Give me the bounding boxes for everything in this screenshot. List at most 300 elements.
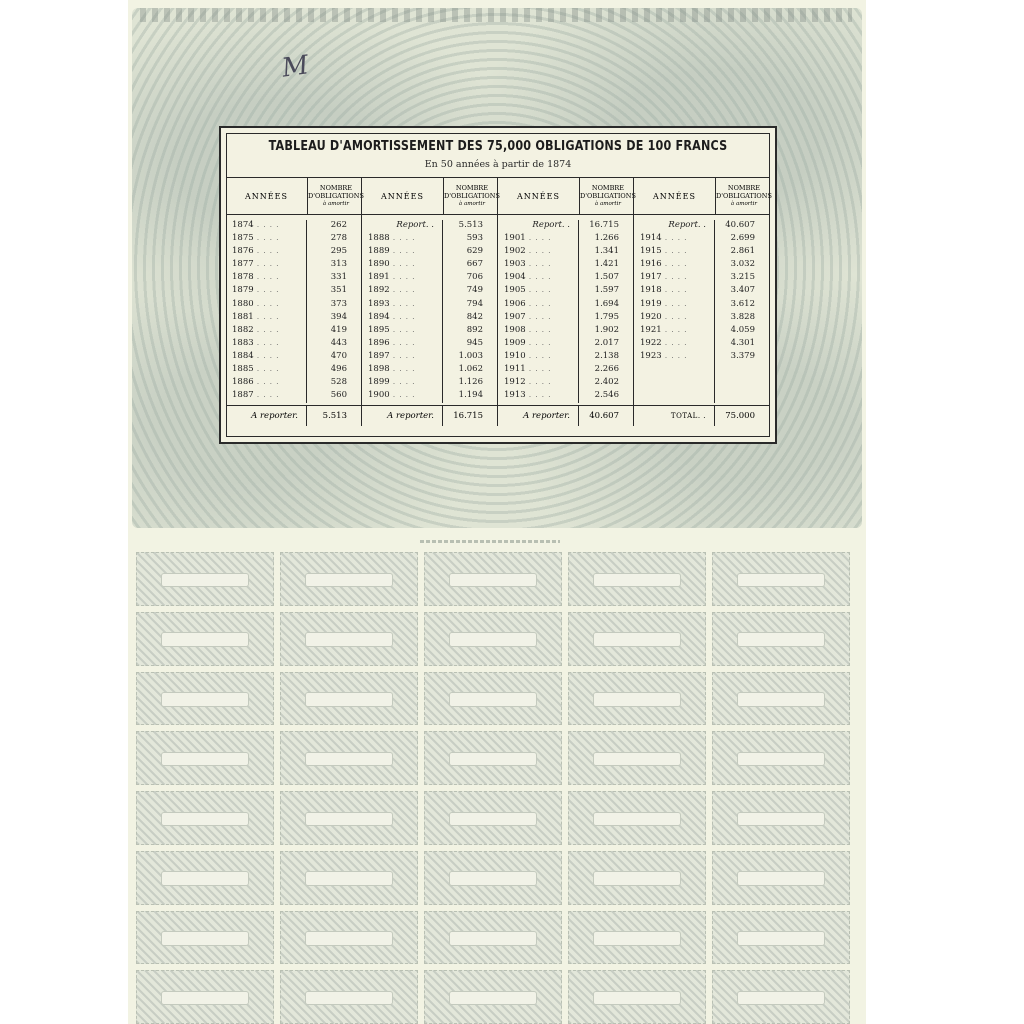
table-group — [497, 177, 636, 426]
count-cell: 1.266 — [594, 233, 619, 244]
year-cell — [634, 325, 715, 338]
year-cell — [498, 285, 579, 298]
year-cell — [362, 233, 443, 246]
table-subtitle: En 50 années à partir de 1874 — [424, 159, 572, 170]
coupon — [568, 672, 706, 726]
count-cell: 4.301 — [730, 337, 755, 348]
year-cell — [498, 364, 579, 377]
count-header — [580, 178, 636, 214]
footer-value: 5.513 — [322, 411, 347, 422]
year-cell — [226, 377, 307, 390]
table-row — [226, 325, 361, 338]
coupon — [424, 911, 562, 965]
year-value: 1913 — [504, 390, 526, 401]
footer-label: A reporter. — [226, 406, 307, 426]
coupon — [280, 791, 418, 845]
coupon — [280, 552, 418, 606]
table-row — [226, 220, 361, 233]
footer-value: 75.000 — [725, 411, 755, 422]
leader-dots: . . . . — [525, 391, 552, 400]
leader-dots: . . . . — [661, 338, 688, 347]
footer-label: TOTAL. . — [634, 406, 715, 426]
count-cell: 443 — [330, 337, 347, 348]
footer-value: 16.715 — [453, 411, 483, 422]
count-cell: 4.059 — [730, 324, 755, 335]
coupon — [424, 791, 562, 845]
table-row — [226, 285, 361, 298]
table-row — [362, 338, 497, 351]
year-value: 1885 — [232, 364, 254, 375]
year-value: 1920 — [640, 311, 662, 322]
coupon — [712, 612, 850, 666]
year-cell — [634, 246, 715, 259]
table-row — [362, 246, 497, 259]
leader-dots: . . . . — [253, 338, 280, 347]
count-cell: 1.795 — [594, 311, 619, 322]
count-cell: 667 — [466, 259, 483, 270]
group-footer — [634, 405, 769, 426]
table-row — [498, 338, 633, 351]
count-cell: 1.341 — [594, 246, 619, 257]
count-header-line3: à amortir — [730, 201, 757, 207]
leader-dots: . . . . — [525, 299, 552, 308]
year-value: 1898 — [368, 364, 390, 375]
leader-dots: . . . . — [525, 351, 552, 360]
year-cell — [226, 351, 307, 364]
footer-label: A reporter. — [362, 406, 443, 426]
count-cell: 3.828 — [730, 311, 755, 322]
count-header-line2: D'OBLIGATIONS — [580, 192, 636, 200]
year-cell — [498, 259, 579, 272]
empty-year-cell — [634, 377, 715, 390]
coupon — [136, 552, 274, 606]
year-value: 1887 — [232, 390, 254, 401]
coupon — [280, 970, 418, 1024]
leader-dots: . . . . — [389, 247, 416, 256]
year-value: 1899 — [368, 377, 390, 388]
table-row — [226, 246, 361, 259]
leader-dots: . . . . — [253, 365, 280, 374]
coupon — [136, 851, 274, 905]
year-cell — [226, 325, 307, 338]
year-cell — [226, 390, 307, 403]
year-value: 1894 — [368, 311, 390, 322]
year-value: 1890 — [368, 259, 390, 270]
count-cell: 706 — [466, 272, 483, 283]
year-cell — [362, 259, 443, 272]
count-cell: 749 — [466, 285, 483, 296]
year-value: 1877 — [232, 259, 254, 270]
year-cell — [498, 312, 579, 325]
empty-row — [634, 377, 769, 390]
year-value: 1902 — [504, 246, 526, 257]
count-cell: 2.861 — [730, 246, 755, 257]
count-cell: 496 — [330, 364, 347, 375]
empty-count-cell — [715, 390, 769, 403]
years-header: ANNÉES — [498, 178, 580, 214]
coupon — [712, 851, 850, 905]
table-group — [633, 177, 772, 426]
count-cell: 629 — [466, 246, 483, 257]
year-cell — [362, 351, 443, 364]
year-value: 1886 — [232, 377, 254, 388]
year-cell — [498, 377, 579, 390]
group-header — [498, 177, 636, 215]
table-row — [226, 377, 361, 390]
table-row — [634, 233, 769, 246]
year-cell — [226, 285, 307, 298]
group-header — [362, 177, 500, 215]
table-row — [634, 338, 769, 351]
leader-dots: . . . . — [389, 365, 416, 374]
count-cell: 2.017 — [594, 337, 619, 348]
year-value: 1880 — [232, 298, 254, 309]
group-footer — [226, 405, 361, 426]
table-row — [498, 364, 633, 377]
year-value: 1903 — [504, 259, 526, 270]
table-row — [362, 312, 497, 325]
report-row — [362, 220, 497, 233]
year-value: 1895 — [368, 324, 390, 335]
year-cell — [362, 325, 443, 338]
leader-dots: . . . . — [253, 286, 280, 295]
count-header-line3: à amortir — [322, 201, 349, 207]
year-value: 1889 — [368, 246, 390, 257]
count-cell: 278 — [330, 233, 347, 244]
year-cell — [634, 285, 715, 298]
table-row — [634, 299, 769, 312]
count-cell: 1.694 — [594, 298, 619, 309]
count-header — [716, 178, 772, 214]
count-header-line1: NOMBRE — [319, 184, 352, 192]
count-header-line1: NOMBRE — [455, 184, 488, 192]
coupon — [712, 731, 850, 785]
table-row — [226, 259, 361, 272]
footer-label: A reporter. — [498, 406, 579, 426]
table-row — [226, 312, 361, 325]
coupon — [424, 672, 562, 726]
year-cell — [498, 338, 579, 351]
coupon — [280, 672, 418, 726]
year-value: 1897 — [368, 350, 390, 361]
year-value: 1912 — [504, 377, 526, 388]
count-cell: 351 — [330, 285, 347, 296]
top-border-strip — [140, 8, 852, 22]
leader-dots: . . . . — [253, 391, 280, 400]
leader-dots: . . . . — [253, 299, 280, 308]
table-row — [498, 325, 633, 338]
table-row — [634, 272, 769, 285]
leader-dots: . . . . — [253, 312, 280, 321]
group-rows — [498, 215, 633, 403]
count-cell: 262 — [330, 220, 347, 230]
table-row — [226, 364, 361, 377]
table-row — [226, 338, 361, 351]
leader-dots: . . . . — [661, 260, 688, 269]
leader-dots: . . . . — [389, 338, 416, 347]
leader-dots: . . . . — [389, 273, 416, 282]
count-cell: 528 — [330, 377, 347, 388]
leader-dots: . . . . — [525, 365, 552, 374]
coupon — [136, 911, 274, 965]
empty-row — [634, 364, 769, 377]
year-value: 1915 — [640, 246, 662, 257]
coupon — [280, 731, 418, 785]
year-cell — [362, 390, 443, 403]
coupon-sheet — [136, 552, 850, 1024]
count-cell: 1.597 — [594, 285, 619, 296]
year-value: 1918 — [640, 285, 662, 296]
year-value: 1904 — [504, 272, 526, 283]
report-label: Report. . — [362, 220, 443, 233]
count-cell: 794 — [466, 298, 483, 309]
year-cell — [362, 299, 443, 312]
leader-dots: . . . . — [525, 378, 552, 387]
count-cell: 331 — [330, 272, 347, 283]
coupon — [568, 851, 706, 905]
year-value: 1884 — [232, 350, 254, 361]
table-group — [226, 177, 364, 426]
count-cell: 373 — [330, 298, 347, 309]
table-row — [362, 259, 497, 272]
table-row — [634, 351, 769, 364]
leader-dots: . . . . — [525, 312, 552, 321]
year-cell — [498, 299, 579, 312]
year-cell — [226, 233, 307, 246]
count-header-line3: à amortir — [458, 201, 485, 207]
table-row — [498, 351, 633, 364]
group-header — [226, 177, 364, 215]
year-cell — [226, 364, 307, 377]
year-cell — [634, 233, 715, 246]
leader-dots: . . . . — [253, 325, 280, 334]
count-cell: 3.379 — [730, 350, 755, 361]
table-row — [498, 233, 633, 246]
year-cell — [226, 338, 307, 351]
table-row — [498, 272, 633, 285]
table-row — [498, 285, 633, 298]
leader-dots: . . . . — [253, 221, 280, 229]
year-value: 1914 — [640, 233, 662, 244]
year-value: 1896 — [368, 337, 390, 348]
year-value: 1905 — [504, 285, 526, 296]
count-cell: 1.902 — [594, 324, 619, 335]
leader-dots: . . . . — [661, 325, 688, 334]
leader-dots: . . . . — [525, 260, 552, 269]
year-cell — [634, 338, 715, 351]
table-title: TABLEAU D'AMORTISSEMENT DES 75,000 OBLIGATIONS DE 100 FRANCS — [268, 138, 728, 154]
year-cell — [226, 272, 307, 285]
group-footer — [362, 405, 497, 426]
table-row — [362, 233, 497, 246]
table-row — [634, 246, 769, 259]
year-cell — [362, 338, 443, 351]
count-cell: 3.612 — [730, 298, 755, 309]
count-cell: 3.215 — [730, 272, 755, 283]
count-header — [444, 178, 500, 214]
empty-row — [634, 390, 769, 403]
count-cell: 892 — [466, 324, 483, 335]
footer-value: 40.607 — [589, 411, 619, 422]
leader-dots: . . . . — [661, 286, 688, 295]
count-cell: 3.032 — [730, 259, 755, 270]
year-value: 1882 — [232, 324, 254, 335]
coupon — [712, 791, 850, 845]
leader-dots: . . . . — [525, 338, 552, 347]
year-value: 1888 — [368, 233, 390, 244]
year-value: 1923 — [640, 350, 662, 361]
year-value: 1875 — [232, 233, 254, 244]
coupon — [424, 731, 562, 785]
coupon — [568, 552, 706, 606]
years-header: ANNÉES — [226, 178, 308, 214]
report-value: 16.715 — [589, 220, 619, 230]
table-row — [498, 390, 633, 403]
amortization-table — [219, 126, 777, 444]
printer-line — [420, 540, 560, 543]
leader-dots: . . . . — [253, 378, 280, 387]
count-header-line3: à amortir — [594, 201, 621, 207]
leader-dots: . . . . — [389, 391, 416, 400]
leader-dots: . . . . — [389, 378, 416, 387]
leader-dots: . . . . — [389, 351, 416, 360]
count-header — [308, 178, 364, 214]
year-cell — [498, 233, 579, 246]
year-value: 1907 — [504, 311, 526, 322]
count-cell: 1.194 — [458, 390, 483, 401]
table-row — [362, 390, 497, 403]
report-label: Report. . — [498, 220, 579, 233]
year-value: 1919 — [640, 298, 662, 309]
year-value: 1874 — [232, 220, 254, 230]
table-row — [362, 299, 497, 312]
coupon — [568, 731, 706, 785]
leader-dots: . . . . — [253, 247, 280, 256]
year-cell — [226, 220, 307, 233]
count-cell: 313 — [330, 259, 347, 270]
count-cell: 2.699 — [730, 233, 755, 244]
count-header-line1: NOMBRE — [591, 184, 624, 192]
leader-dots: . . . . — [253, 260, 280, 269]
empty-year-cell — [634, 364, 715, 377]
leader-dots: . . . . — [661, 234, 688, 243]
count-cell: 419 — [330, 324, 347, 335]
year-value: 1921 — [640, 324, 662, 335]
group-footer — [498, 405, 633, 426]
coupon — [136, 791, 274, 845]
table-row — [226, 272, 361, 285]
year-cell — [226, 312, 307, 325]
count-cell: 1.507 — [594, 272, 619, 283]
year-cell — [226, 246, 307, 259]
coupon — [280, 612, 418, 666]
group-rows — [226, 215, 361, 403]
count-cell: 2.546 — [594, 390, 619, 401]
leader-dots: . . . . — [661, 312, 688, 321]
year-cell — [634, 312, 715, 325]
coupon — [280, 851, 418, 905]
count-cell: 1.062 — [458, 364, 483, 375]
year-cell — [634, 272, 715, 285]
count-cell: 593 — [466, 233, 483, 244]
table-row — [498, 246, 633, 259]
year-value: 1906 — [504, 298, 526, 309]
count-cell: 295 — [330, 246, 347, 257]
year-value: 1892 — [368, 285, 390, 296]
year-cell — [498, 390, 579, 403]
leader-dots: . . . . — [389, 325, 416, 334]
year-value: 1881 — [232, 311, 254, 322]
coupon — [424, 970, 562, 1024]
year-cell — [498, 246, 579, 259]
count-header-line1: NOMBRE — [727, 184, 760, 192]
empty-year-cell — [634, 390, 715, 403]
table-row — [634, 259, 769, 272]
coupon — [424, 612, 562, 666]
empty-count-cell — [715, 364, 769, 377]
table-row — [362, 325, 497, 338]
handwritten-mark: M — [280, 50, 311, 84]
coupon — [136, 731, 274, 785]
report-value: 5.513 — [458, 220, 483, 230]
year-cell — [362, 377, 443, 390]
count-cell: 2.266 — [594, 364, 619, 375]
coupon — [424, 552, 562, 606]
year-cell — [226, 259, 307, 272]
year-value: 1910 — [504, 350, 526, 361]
year-value: 1916 — [640, 259, 662, 270]
coupon — [568, 911, 706, 965]
coupon — [568, 612, 706, 666]
table-row — [362, 377, 497, 390]
year-cell — [362, 364, 443, 377]
year-value: 1876 — [232, 246, 254, 257]
group-rows — [362, 215, 497, 403]
leader-dots: . . . . — [525, 247, 552, 256]
year-cell — [362, 272, 443, 285]
table-row — [634, 325, 769, 338]
leader-dots: . . . . — [389, 286, 416, 295]
leader-dots: . . . . — [253, 273, 280, 282]
year-value: 1909 — [504, 337, 526, 348]
coupon — [136, 612, 274, 666]
year-cell — [634, 351, 715, 364]
report-value: 40.607 — [725, 220, 755, 230]
table-row — [362, 351, 497, 364]
leader-dots: . . . . — [525, 273, 552, 282]
year-cell — [362, 285, 443, 298]
coupon — [712, 552, 850, 606]
table-row — [498, 312, 633, 325]
leader-dots: . . . . — [389, 299, 416, 308]
year-cell — [498, 351, 579, 364]
table-row — [498, 259, 633, 272]
year-value: 1908 — [504, 324, 526, 335]
year-cell — [498, 325, 579, 338]
count-cell: 1.421 — [594, 259, 619, 270]
leader-dots: . . . . — [253, 234, 280, 243]
leader-dots: . . . . — [525, 234, 552, 243]
year-cell — [634, 259, 715, 272]
table-groups — [226, 177, 772, 426]
coupon — [712, 970, 850, 1024]
table-row — [226, 299, 361, 312]
leader-dots: . . . . — [661, 351, 688, 360]
leader-dots: . . . . — [661, 299, 688, 308]
coupon — [712, 911, 850, 965]
count-cell: 3.407 — [730, 285, 755, 296]
table-row — [362, 364, 497, 377]
